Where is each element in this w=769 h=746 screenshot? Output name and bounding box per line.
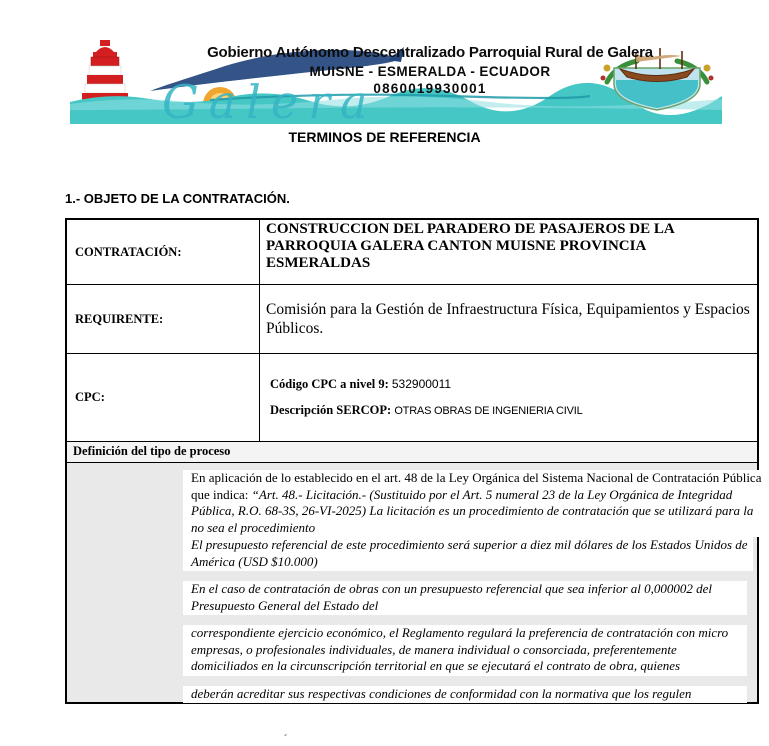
letterhead bbox=[70, 38, 722, 124]
table-row-definicion-content bbox=[67, 462, 762, 702]
definicion-content bbox=[67, 463, 762, 702]
org-text-block bbox=[170, 44, 690, 96]
cpc-desc-line bbox=[270, 403, 751, 418]
requirente-value: Comisión para la Gestión de Infraestructura Física, Equipamientos y Espacios Públicos. bbox=[266, 301, 750, 337]
org-name: Gobierno Autónomo Descentralizado Parroquial Rural de Galera bbox=[207, 44, 653, 61]
definicion-header: Definición del tipo de proceso bbox=[73, 444, 231, 458]
definicion-paragraph-3 bbox=[183, 581, 747, 615]
definicion-paragraph-5 bbox=[183, 686, 747, 704]
paragraph-line bbox=[191, 487, 769, 504]
paragraph-line: empresas, o profesionales individuales, de manera individual o consorciada, preferentemente bbox=[191, 641, 677, 657]
definicion-paragraph-4 bbox=[183, 625, 747, 676]
cpc-code-line bbox=[270, 377, 751, 392]
paragraph-line: domiciliados en la circunscripción territorial en que se ejecutará el contrato de obra, quienes bbox=[191, 658, 681, 673]
definicion-paragraph-1 bbox=[183, 470, 769, 537]
contratacion-label: CONTRATACIÓN: bbox=[67, 220, 260, 284]
table-row-contratacion bbox=[67, 220, 757, 284]
paragraph-line: El presupuesto referencial de este procedimiento será superior a diez mil dólares de los Estados Unidos de bbox=[191, 537, 748, 552]
cpc-code-value: 532900011 bbox=[391, 377, 452, 391]
contratacion-value: CONSTRUCCION DEL PARADERO DE PASAJEROS DE LA PARROQUIA GALERA CANTON MUISNE PROVINCIA ESMERALDAS bbox=[266, 221, 674, 271]
cpc-desc-label: Descripción SERCOP: bbox=[270, 403, 392, 417]
document-title: TERMINOS DE REFERENCIA bbox=[288, 129, 481, 145]
paragraph-line: deberán acreditar sus respectivas condiciones de conformidad con la normativa que los regulen bbox=[191, 685, 692, 701]
org-ruc-number: 0860019930001 bbox=[373, 81, 487, 96]
paragraph-line: En el caso de contratación de obras con un presupuesto referencial que sea inferior al 0,000002 del bbox=[191, 581, 712, 596]
paragraph-line: no sea el procedimiento bbox=[191, 519, 316, 535]
cpc-desc-value: OTRAS OBRAS DE INGENIERIA CIVIL bbox=[394, 405, 583, 417]
table-row-cpc bbox=[67, 353, 757, 441]
paragraph-line: Presupuesto General del Estado del bbox=[191, 597, 379, 613]
table-row-requirente bbox=[67, 284, 757, 353]
section-1-heading: 1.- OBJETO DE LA CONTRATACIÓN. bbox=[65, 191, 290, 206]
paragraph-line: En aplicación de lo establecido en el art. 48 de la Ley Orgánica del Sistema Nacional de Contratación Pública bbox=[191, 470, 762, 485]
table-row-definicion-header bbox=[67, 441, 757, 462]
cpc-code-label: Código CPC a nivel 9: bbox=[270, 377, 389, 391]
org-location: MUISNE - ESMERALDA - ECUADOR bbox=[309, 64, 551, 79]
stray-accent-mark: ´ bbox=[283, 733, 287, 745]
script-logo-text: Galera bbox=[162, 75, 378, 124]
cpc-value-cell bbox=[260, 354, 757, 441]
paragraph-line: América (USD $10.000) bbox=[191, 553, 318, 569]
requirente-label: REQUIRENTE: bbox=[67, 285, 260, 353]
terms-table bbox=[65, 218, 762, 704]
paragraph-line: correspondiente ejercicio económico, el Reglamento regulará la preferencia de contratación con micro bbox=[191, 625, 729, 640]
cpc-label: CPC: bbox=[67, 354, 260, 441]
paragraph-line: Pública, R.O. 68-3S, 26-VI-2025) La licitación es un procedimiento de contratación que se utilizará para la bbox=[191, 503, 754, 518]
definicion-paragraph-2 bbox=[183, 537, 753, 571]
paragraph-run: que indica: bbox=[191, 486, 252, 502]
paragraph-run: “Art. 48.- Licitación.- (Sustituido por el Art. 5 numeral 23 de la Ley Orgánica de Integridad bbox=[251, 486, 733, 502]
